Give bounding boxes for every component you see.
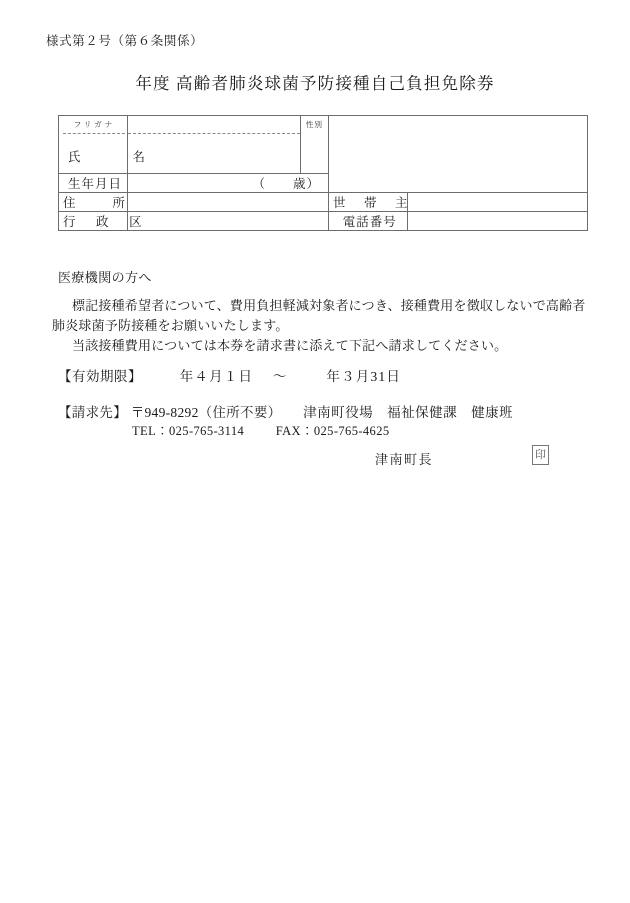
household-head-group (329, 193, 588, 212)
household-head-input-cell[interactable] (407, 193, 587, 211)
validity-end-date: 年３月31日 (326, 369, 402, 384)
furigana-label: フリガナ (73, 120, 116, 129)
phone-group (329, 212, 588, 231)
gender-label: 性別 (306, 120, 323, 129)
validity-start-date: 年４月１日 (179, 369, 254, 384)
validity-label: 【有効期限】 (58, 369, 142, 384)
applicant-info-table (58, 115, 588, 231)
furigana-value-divider (128, 133, 300, 134)
age-text: （ 歳） (252, 177, 320, 191)
notice-paragraph1-line2: 肺炎球菌予防接種をお願いいたします。 (52, 318, 289, 333)
billing-postal-code: 〒949-8292（住所不要） (130, 405, 282, 420)
table-row-address (59, 193, 588, 212)
district-input-cell[interactable] (128, 212, 329, 231)
billing-address-row (58, 401, 513, 421)
notice-heading: 医療機関の方へ (58, 270, 152, 285)
page-title: 年度 高齢者肺炎球菌予防接種自己負担免除券 (135, 74, 495, 93)
validity-range-separator: ～ (272, 369, 287, 384)
birthdate-input-cell[interactable] (128, 174, 329, 193)
notice-paragraph1-line1: 標記接種希望者について、費用負担軽減対象者につき、接種費用を徴収しないで高齢者 (72, 298, 586, 313)
household-head-label: 世 帯 主 (329, 193, 407, 211)
phone-label: 電話番号 (329, 212, 407, 230)
name-label-cell (59, 116, 155, 174)
issuing-authority: 津南町長 (375, 452, 434, 467)
telephone-number: TEL：025-765-3114 (132, 424, 245, 438)
furigana-divider (63, 133, 125, 134)
gender-cell[interactable] (301, 116, 329, 174)
billing-label: 【請求先】 (58, 405, 127, 420)
birthdate-label: 生年月日 (59, 174, 128, 193)
billing-office: 津南町役場 福祉保健課 健康班 (303, 405, 514, 420)
phone-input-cell[interactable] (407, 212, 587, 230)
district-label: 行 政 区 (59, 212, 128, 231)
table-row-name (59, 116, 588, 174)
name-input-cell[interactable] (128, 116, 301, 174)
address-label: 住 所 (59, 193, 128, 212)
contact-row (132, 421, 390, 439)
form-number: 様式第２号（第６条関係） (46, 34, 204, 48)
notice-paragraph2: 当該接種費用については本券を請求書に添えて下記へ請求してください。 (72, 338, 508, 353)
name-label: 氏 名 (68, 150, 155, 164)
address-input-cell[interactable] (128, 193, 329, 212)
fax-number: FAX：025-765-4625 (275, 424, 390, 438)
validity-period-row (58, 365, 401, 385)
seal-stamp-box: 印 (532, 445, 549, 465)
remarks-cell[interactable] (329, 116, 588, 193)
table-row-district (59, 212, 588, 231)
